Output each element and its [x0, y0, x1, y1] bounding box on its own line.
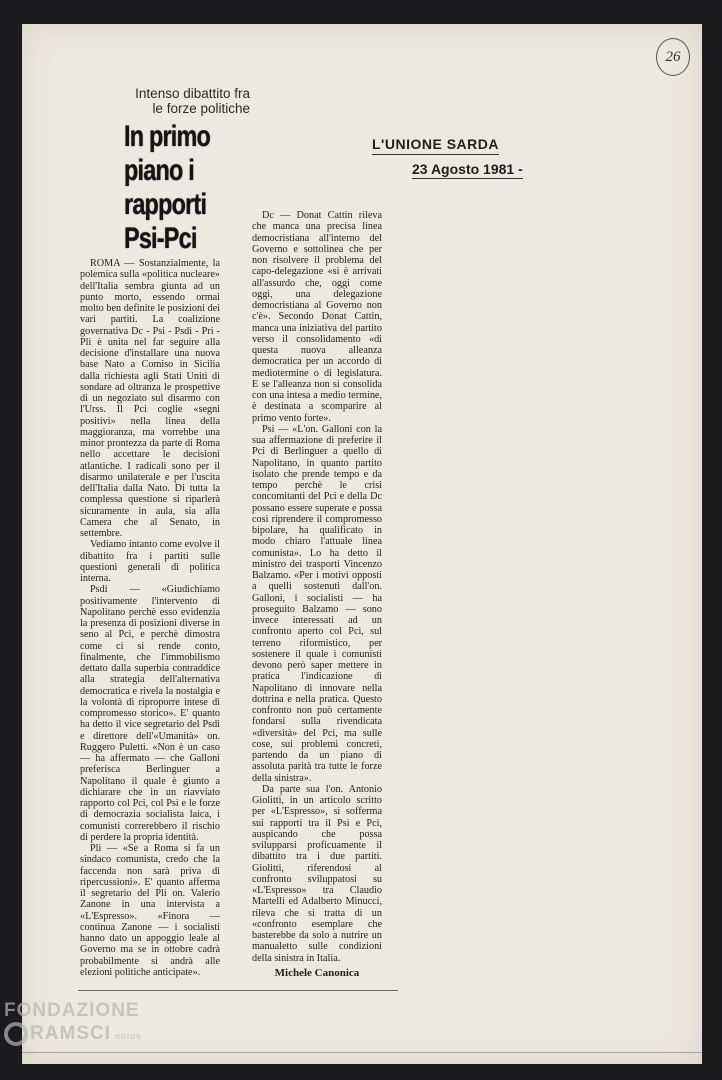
article-headline: In primo piano i rapporti Psi-Pci [124, 120, 211, 255]
paragraph: Psi — «L'on. Galloni con la sua affermazione di preferire il Pci di Berlinguer a quello di Napolitano, in quanto partito isolato che prende tempo e da tempo perchè le crisi concomitanti del Pci e della Dc possano essere superate e possa così riprendere il compromesso bipolare, ha qualificato in modo chiaro l'attuale linea comunista». Lo ha detto il ministro dei trasporti Vincenzo Balzamo. «Per i motivi opposti a quelli sostenuti dall'on. Galloni, i socialisti — ha proseguito Balzamo — sono invece interessati ad un confronto aperto col Pci, sul terreno riformistico, per sostenere il quale i comunisti devono però saper mettere in pratica l'indicazione di Napolitano di innovare nella dottrina e nella pratica. Questo confronto non può certamente fondarsi sulla rivendicata «diversità» del Pci, ma sulle cose, sui problemi concreti, partendo da un piano di assoluta parità tra tutte le forze della sinistra». [252, 423, 382, 784]
column-rule [78, 990, 398, 991]
watermark-line2: RAMSCI [30, 1023, 111, 1045]
paragraph: ROMA — Sostanzialmente, la polemica sulla «politica nucleare» dell'Italia sembra giunta ad un punto morto, essendo ormai molto ben definite le posizioni dei vari partiti. La coalizione governativa Dc - Psi - Psdi - Pri - Pli è unita nel far seguire alla decisione d'installare una nuova base Nato a Comiso in Sicilia dalla richiesta agli Stati Uniti di sondare ad oltranza le prospettive di un negoziato sul disarmo con l'Urss. Il Pci coglie «segni positivi» nella linea della maggioranza, ma vorrebbe una minor prontezza da parte di Roma nello accettare le decisioni atlantiche. I radicali sono per il disarmo unilaterale e per l'uscita dell'Italia dalla Nato. Di tutta la complessa questione si riparlerà sicuramente in aula, sia alla Camera che al Senato, in settembre. [80, 258, 220, 539]
g-logo-icon [4, 1022, 28, 1046]
page-number-text: 26 [665, 48, 681, 65]
article-column-2 [252, 210, 382, 979]
watermark-line1: FONDAZIONE [4, 1000, 140, 1021]
watermark-small: onlus [114, 1031, 142, 1042]
watermark-line2-row [4, 1022, 204, 1047]
article-column-1 [80, 258, 220, 978]
newspaper-name: L'UNIONE SARDA [372, 136, 499, 155]
article-kicker: Intenso dibattito fra le forze politiche [135, 86, 250, 116]
sheet-rule [22, 1052, 702, 1053]
page-number [656, 38, 690, 76]
publication-date: 23 Agosto 1981 - [412, 161, 523, 177]
author-signature: Michele Canonica [274, 966, 360, 979]
paragraph: Vediamo intanto come evolve il dibattito fra i partiti sulle questioni generali di politica interna. [80, 539, 220, 584]
paragraph: Da parte sua l'on. Antonio Giolitti, in un articolo scritto per «L'Espresso», si sofferma sui rapporti tra il Psi e Pci, auspicando che possa svilupparsi proficuamente il dibattito tra i due partiti. Giolitti, riferendosi al confronto sviluppatosi su «L'Espresso» tra Claudio Martelli ed Adalberto Minucci, rileva che si tratta di un «confronto esemplare che basterebbe da solo a nutrire un manualetto sulle condizioni della sinistra in Italia. [252, 783, 382, 964]
paragraph: Psdi — «Giudichiamo positivamente l'intervento di Napolitano perchè esso evidenzia la presenza di posizioni diverse in seno al Pci, e perchè dimostra come ci si rende conto, finalmente, che l'immobilismo dettato dalla superbia contraddice alla strategia dell'alternativa democratica e rivela la nostalgia e la volontà di riproporre intese di compromesso storico». E' quanto ha detto il vice segretario del Psdi e direttore dell'«Umanità» on. Ruggero Puletti. «Non è un caso — ha affermato — che Galloni preferisca Berlinguer a Napolitano il quale è giunto a dichiarare che in un riavviato rapporto col Pci, col Psi e le forze di democrazia socialista laica, i comunisti correrebbero il rischio di perdere la propria identità. [80, 584, 220, 843]
source-stamp [372, 136, 542, 179]
paragraph: Pli — «Se a Roma si fa un sindaco comunista, credo che la faccenda non sarà priva di ripercussioni». E' quanto afferma il segretario del Pli on. Valerio Zanone in una intervista a «L'Espresso». «Finora — continua Zanone — i socialisti hanno dato un appoggio leale al Governo ma se in ottobre cadrà probabilmente si andrà alle elezioni politiche anticipate». [80, 843, 220, 978]
archive-watermark [4, 1000, 204, 1047]
paragraph: Dc — Donat Cattin rileva che manca una precisa linea democristiana all'interno del Governo e sottolinea che per non risolvere il problema del capo-delegazione «si è arrivati all'assurdo che, oggi come oggi, una delegazione democristiana al Governo non c'è». Secondo Donat Cattin, manca una iniziativa del partito verso il consolidamento «di questa nuova alleanza democratica per un accordo di mediotermine o di legislatura. E se l'alleanza non si consolida con una intesa a medio termine, è destinata a scomparire al primo vento forte». [252, 210, 382, 424]
